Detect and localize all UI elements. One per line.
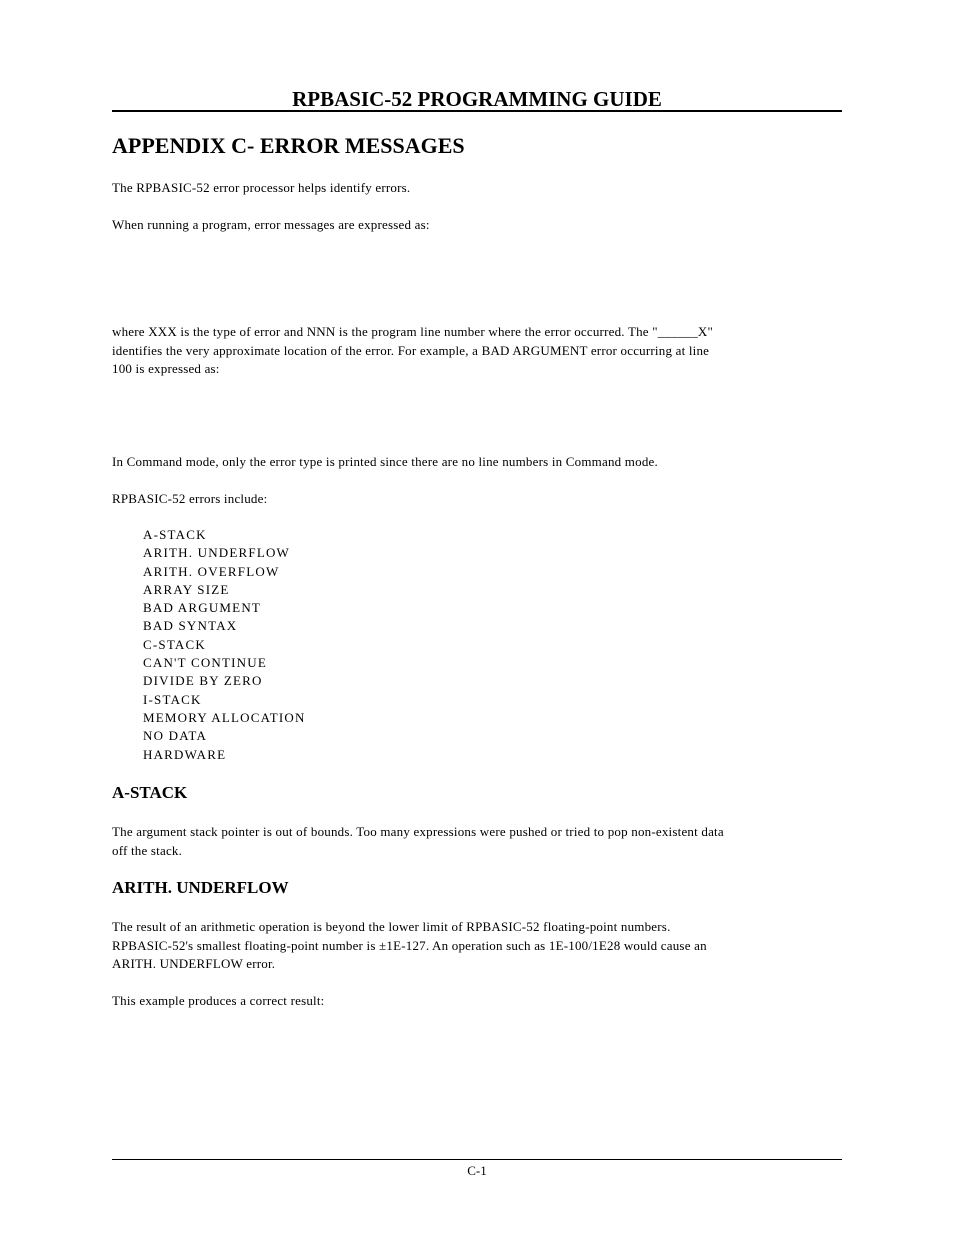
- a-stack-line-2: off the stack.: [112, 842, 183, 858]
- intro-paragraph-4: In Command mode, only the error type is printed since there are no line numbers in Command mode.: [112, 454, 658, 469]
- list-item: ARITH. UNDERFLOW: [143, 545, 291, 561]
- appendix-title: APPENDIX C- ERROR MESSAGES: [112, 133, 465, 158]
- a-stack-paragraph: [112, 823, 842, 860]
- error-types-list: [143, 526, 306, 764]
- a-stack-heading: A-STACK: [112, 783, 188, 802]
- page-header-title: RPBASIC-52 PROGRAMMING GUIDE: [292, 87, 662, 111]
- list-item: NO DATA: [143, 728, 208, 744]
- list-item: MEMORY ALLOCATION: [143, 709, 306, 725]
- list-item: BAD ARGUMENT: [143, 600, 262, 616]
- list-item: DIVIDE BY ZERO: [143, 673, 263, 689]
- arith-underflow-heading: ARITH. UNDERFLOW: [112, 878, 289, 897]
- arith-underflow-line-3: ARITH. UNDERFLOW error.: [112, 956, 276, 971]
- list-item: BAD SYNTAX: [143, 618, 238, 634]
- a-stack-line-1: The argument stack pointer is out of bounds. Too many expressions were pushed or tried to pop non-existent data: [112, 824, 724, 839]
- intro-paragraph-2: When running a program, error messages are expressed as:: [112, 217, 430, 232]
- page-number: C-1: [467, 1163, 487, 1178]
- intro-paragraph-3-line-1: where XXX is the type of error and NNN is the program line number where the error occurred. The "______X": [112, 324, 714, 339]
- list-item: HARDWARE: [143, 746, 227, 762]
- list-item: ARITH. OVERFLOW: [143, 563, 280, 579]
- arith-underflow-paragraph: [112, 918, 842, 974]
- arith-underflow-example: This example produces a correct result:: [112, 993, 325, 1008]
- footer-rule: [112, 1159, 842, 1160]
- header-rule: [112, 110, 842, 112]
- list-item: ARRAY SIZE: [143, 581, 230, 597]
- intro-paragraph-3: [112, 323, 842, 379]
- list-item: CAN'T CONTINUE: [143, 655, 267, 671]
- intro-paragraph-3-line-3: 100 is expressed as:: [112, 361, 220, 376]
- intro-paragraph-1: The RPBASIC-52 error processor helps identify errors.: [112, 180, 411, 195]
- list-item: I-STACK: [143, 691, 202, 707]
- intro-paragraph-3-line-2: identifies the very approximate location of the error. For example, a BAD ARGUMENT error occurring at line: [112, 342, 710, 358]
- list-item: A-STACK: [143, 527, 207, 542]
- list-item: C-STACK: [143, 636, 206, 652]
- intro-paragraph-5: RPBASIC-52 errors include:: [112, 491, 268, 506]
- arith-underflow-line-1: The result of an arithmetic operation is beyond the lower limit of RPBASIC-52 floating-point numbers.: [112, 919, 671, 934]
- arith-underflow-line-2: RPBASIC-52's smallest floating-point number is ±1E-127. An operation such as 1E-100/1E28 would cause an: [112, 937, 707, 953]
